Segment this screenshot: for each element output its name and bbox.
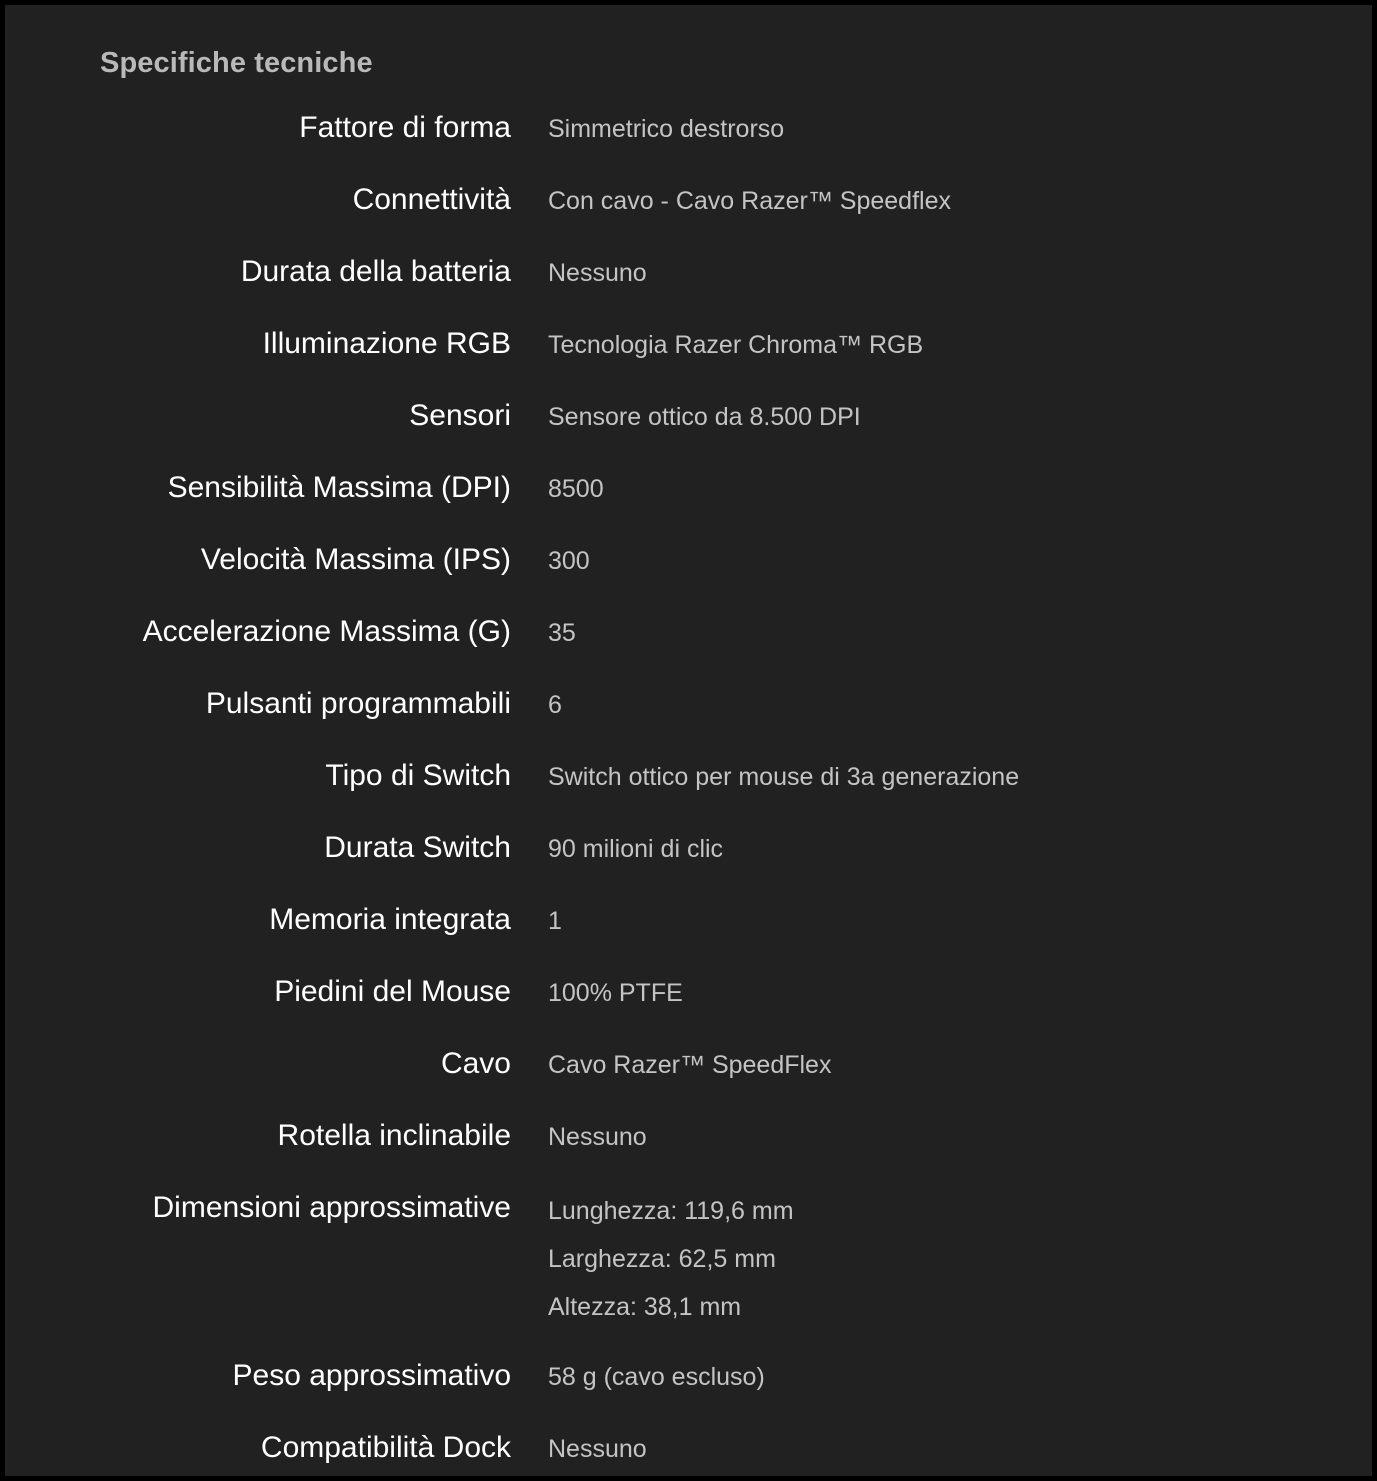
spec-row <box>5 1100 1372 1172</box>
specs-table <box>5 92 1372 1476</box>
spec-value-line: 58 g (cavo escluso) <box>548 1363 765 1391</box>
spec-value <box>548 164 951 236</box>
spec-value <box>548 380 861 452</box>
spec-value-line: 35 <box>548 619 576 647</box>
spec-label: Rotella inclinabile <box>277 1119 511 1152</box>
spec-row <box>5 92 1372 164</box>
spec-value-line: Nessuno <box>548 259 647 287</box>
spec-row <box>5 1028 1372 1100</box>
spec-label: Fattore di forma <box>299 111 511 144</box>
spec-value-line: Lunghezza: 119,6 mm <box>548 1197 794 1225</box>
spec-label: Durata della batteria <box>240 255 511 288</box>
spec-value <box>548 596 576 668</box>
spec-label: Memoria integrata <box>269 903 511 936</box>
spec-row <box>5 812 1372 884</box>
spec-label: Pulsanti programmabili <box>205 687 511 720</box>
spec-value <box>548 1172 794 1331</box>
spec-value <box>548 956 683 1028</box>
spec-label: Peso approssimativo <box>232 1359 511 1392</box>
spec-label: Sensori <box>409 399 511 432</box>
spec-label: Dimensioni approssimative <box>152 1191 511 1224</box>
spec-value <box>548 1100 647 1172</box>
spec-value <box>548 668 562 740</box>
spec-value-line: Nessuno <box>548 1123 647 1151</box>
spec-row <box>5 884 1372 956</box>
spec-value <box>548 308 923 380</box>
spec-row <box>5 164 1372 236</box>
spec-label: Piedini del Mouse <box>274 975 511 1008</box>
spec-value-line: 90 milioni di clic <box>548 835 724 863</box>
spec-value-line: Con cavo - Cavo Razer™ Speedflex <box>548 187 951 215</box>
spec-value-line: Larghezza: 62,5 mm <box>548 1245 776 1273</box>
spec-row <box>5 740 1372 812</box>
spec-label: Accelerazione Massima (G) <box>142 615 511 648</box>
spec-value-line: 300 <box>548 547 590 575</box>
spec-row <box>5 452 1372 524</box>
spec-value-line: Cavo Razer™ SpeedFlex <box>548 1051 832 1079</box>
spec-label: Cavo <box>440 1047 511 1080</box>
spec-value-line: 8500 <box>548 475 604 503</box>
spec-row <box>5 1412 1372 1476</box>
spec-value-line: Simmetrico destrorso <box>548 115 785 143</box>
spec-value-line: Switch ottico per mouse di 3a generazione <box>548 763 1020 791</box>
spec-value-line: 6 <box>548 691 562 719</box>
spec-row <box>5 668 1372 740</box>
spec-value-line: Altezza: 38,1 mm <box>548 1293 742 1321</box>
spec-value <box>548 1412 647 1476</box>
spec-label: Sensibilità Massima (DPI) <box>167 471 511 504</box>
spec-value <box>548 1340 765 1412</box>
spec-value-line: 100% PTFE <box>548 979 683 1007</box>
spec-value <box>548 812 723 884</box>
spec-row <box>5 1172 1372 1340</box>
spec-value <box>548 1028 831 1100</box>
spec-row <box>5 236 1372 308</box>
spec-label: Durata Switch <box>324 831 511 864</box>
spec-row <box>5 308 1372 380</box>
specs-panel <box>5 5 1372 1476</box>
spec-label: Velocità Massima (IPS) <box>200 543 511 576</box>
spec-row <box>5 1340 1372 1412</box>
spec-value <box>548 884 562 956</box>
spec-value-line: Nessuno <box>548 1435 647 1463</box>
spec-row <box>5 524 1372 596</box>
spec-value-line: Sensore ottico da 8.500 DPI <box>548 403 861 431</box>
spec-row <box>5 380 1372 452</box>
spec-value <box>548 740 1019 812</box>
spec-label: Connettività <box>352 183 511 216</box>
spec-label: Compatibilità Dock <box>260 1431 511 1464</box>
spec-row <box>5 596 1372 668</box>
spec-value <box>548 524 590 596</box>
spec-value <box>548 92 784 164</box>
section-title: Specifiche tecniche <box>100 47 373 79</box>
spec-row <box>5 956 1372 1028</box>
spec-value <box>548 236 647 308</box>
spec-label: Illuminazione RGB <box>262 327 511 360</box>
spec-value-line: Tecnologia Razer Chroma™ RGB <box>548 331 924 359</box>
spec-label: Tipo di Switch <box>325 759 511 792</box>
spec-value-line: 1 <box>548 907 562 935</box>
spec-value <box>548 452 604 524</box>
